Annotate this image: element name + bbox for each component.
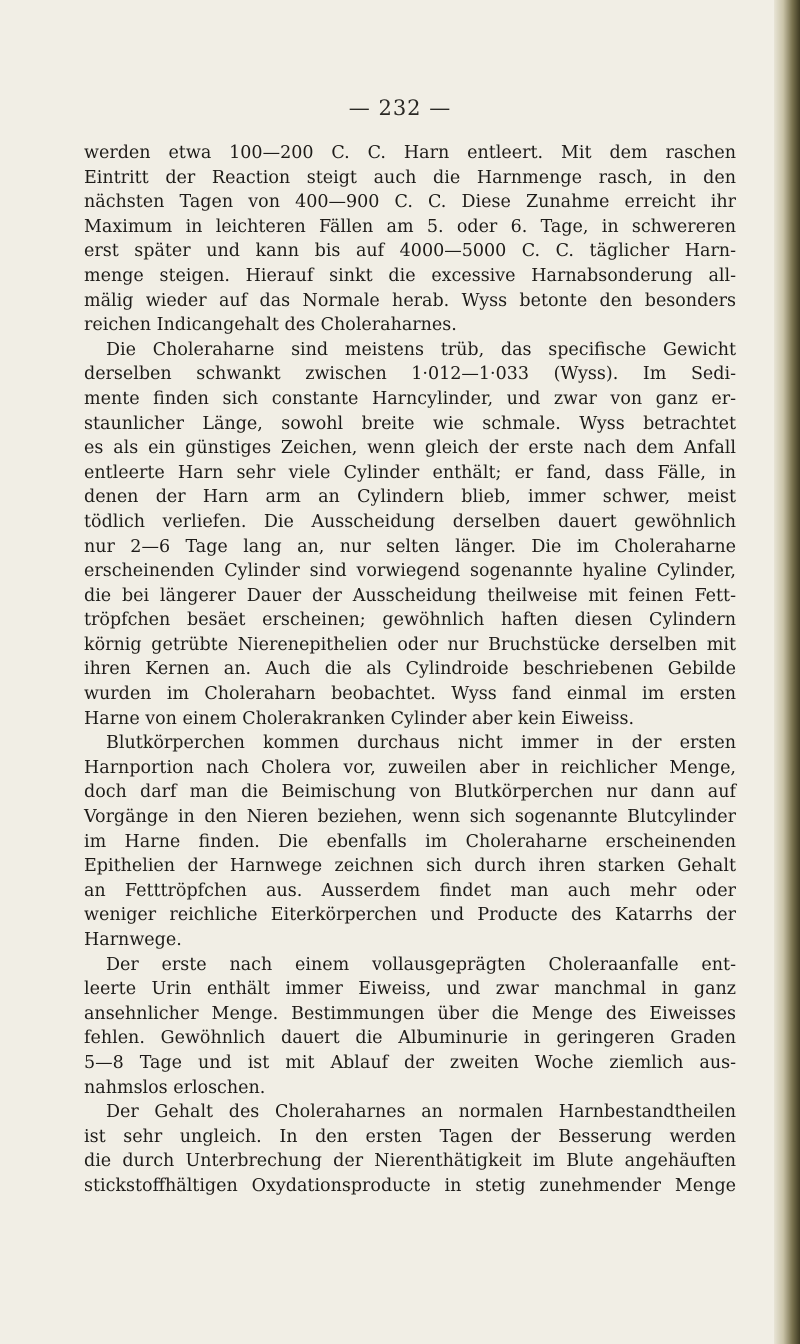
- paragraph: [84, 731, 736, 952]
- text-line: Eintritt der Reaction steigt auch die Harnmenge rasch, in den: [84, 167, 736, 188]
- text-line: mente finden sich constante Harncylinder, und zwar von ganz er-: [84, 388, 736, 409]
- text-line: mälig wieder auf das Normale herab. Wyss betonte den besonders: [84, 290, 736, 311]
- text-line: nahmslos erloschen.: [84, 1077, 266, 1098]
- text-line: reichen Indicangehalt des Choleraharnes.: [84, 315, 457, 336]
- paragraph: [84, 1100, 736, 1198]
- text-line: staunlicher Länge, sowohl breite wie schmale. Wyss betrachtet: [84, 413, 736, 434]
- text-line: Der Gehalt des Choleraharnes an normalen Harnbestandtheilen: [106, 1102, 736, 1123]
- paragraph: [84, 141, 736, 338]
- text-line: nächsten Tagen von 400—900 C. C. Diese Zunahme erreicht ihr: [84, 192, 736, 213]
- text-line: stickstoffhältigen Oxydationsproducte in stetig zunehmender Menge: [84, 1175, 736, 1196]
- text-line: die durch Unterbrechung der Nierenthätigkeit im Blute angehäuften: [84, 1151, 736, 1172]
- body-text: [84, 141, 736, 1199]
- text-line: Harnportion nach Cholera vor, zuweilen aber in reichlicher Menge,: [84, 757, 736, 778]
- text-line: wurden im Choleraharn beobachtet. Wyss fand einmal im ersten: [84, 684, 736, 705]
- text-line: weniger reichliche Eiterkörperchen und Producte des Katarrhs der: [84, 905, 736, 926]
- text-line: Vorgänge in den Nieren beziehen, wenn sich sogenannte Blutcylinder: [84, 807, 736, 828]
- text-line: Harnwege.: [84, 930, 182, 950]
- text-line: Der erste nach einem vollausgeprägten Choleraanfalle ent-: [106, 954, 736, 975]
- text-line: denen der Harn arm an Cylindern blieb, immer schwer, meist: [84, 487, 736, 508]
- text-line: an Fetttröpfchen aus. Ausserdem findet man auch mehr oder: [84, 880, 736, 901]
- text-line: erst später und kann bis auf 4000—5000 C. C. täglicher Harn-: [84, 241, 736, 262]
- text-line: ihren Kernen an. Auch die als Cylindroide beschriebenen Gebilde: [84, 659, 736, 680]
- page-edge-shadow: [774, 0, 800, 1344]
- text-line: tödlich verliefen. Die Ausscheidung derselben dauert gewöhnlich: [84, 511, 736, 532]
- paragraph: [84, 338, 736, 732]
- text-line: es als ein günstiges Zeichen, wenn gleich der erste nach dem Anfall: [84, 438, 736, 459]
- text-line: entleerte Harn sehr viele Cylinder enthält; er fand, dass Fälle, in: [84, 462, 736, 483]
- text-line: die bei längerer Dauer der Ausscheidung theilweise mit feinen Fett-: [84, 585, 736, 606]
- text-line: doch darf man die Beimischung von Blutkörperchen nur dann auf: [84, 782, 736, 803]
- text-line: leerte Urin enthält immer Eiweiss, und zwar manchmal in ganz: [84, 979, 736, 1000]
- text-line: nur 2—6 Tage lang an, nur selten länger. Die im Choleraharne: [84, 536, 736, 557]
- text-line: im Harne finden. Die ebenfalls im Choleraharne erscheinenden: [84, 831, 736, 852]
- text-line: Harne von einem Cholerakranken Cylinder aber kein Eiweiss.: [84, 708, 635, 729]
- text-line: 5—8 Tage und ist mit Ablauf der zweiten Woche ziemlich aus-: [84, 1052, 736, 1073]
- text-line: werden etwa 100—200 C. C. Harn entleert. Mit dem raschen: [84, 143, 736, 163]
- text-line: Maximum in leichteren Fällen am 5. oder 6. Tage, in schwereren: [84, 216, 736, 237]
- text-line: körnig getrübte Nierenepithelien oder nur Bruchstücke derselben mit: [84, 634, 736, 655]
- text-line: derselben schwankt zwischen 1·012—1·033 (Wyss). Im Sedi-: [84, 364, 736, 385]
- page-number: — 232 —: [348, 96, 452, 120]
- text-line: fehlen. Gewöhnlich dauert die Albuminurie in geringeren Graden: [84, 1028, 736, 1049]
- text-line: tröpfchen besäet erscheinen; gewöhnlich haften diesen Cylindern: [84, 610, 736, 631]
- text-line: menge steigen. Hierauf sinkt die excessive Harnabsonderung all-: [84, 265, 736, 286]
- paragraph: [84, 953, 736, 1101]
- text-line: Die Choleraharne sind meistens trüb, das specifische Gewicht: [106, 339, 736, 360]
- text-line: Epithelien der Harnwege zeichnen sich durch ihren starken Gehalt: [84, 856, 736, 877]
- text-line: ist sehr ungleich. In den ersten Tagen der Besserung werden: [84, 1126, 736, 1147]
- text-line: erscheinenden Cylinder sind vorwiegend sogenannte hyaline Cylinder,: [84, 561, 736, 582]
- text-line: ansehnlicher Menge. Bestimmungen über die Menge des Eiweisses: [84, 1003, 736, 1024]
- text-line: Blutkörperchen kommen durchaus nicht immer in der ersten: [106, 733, 736, 754]
